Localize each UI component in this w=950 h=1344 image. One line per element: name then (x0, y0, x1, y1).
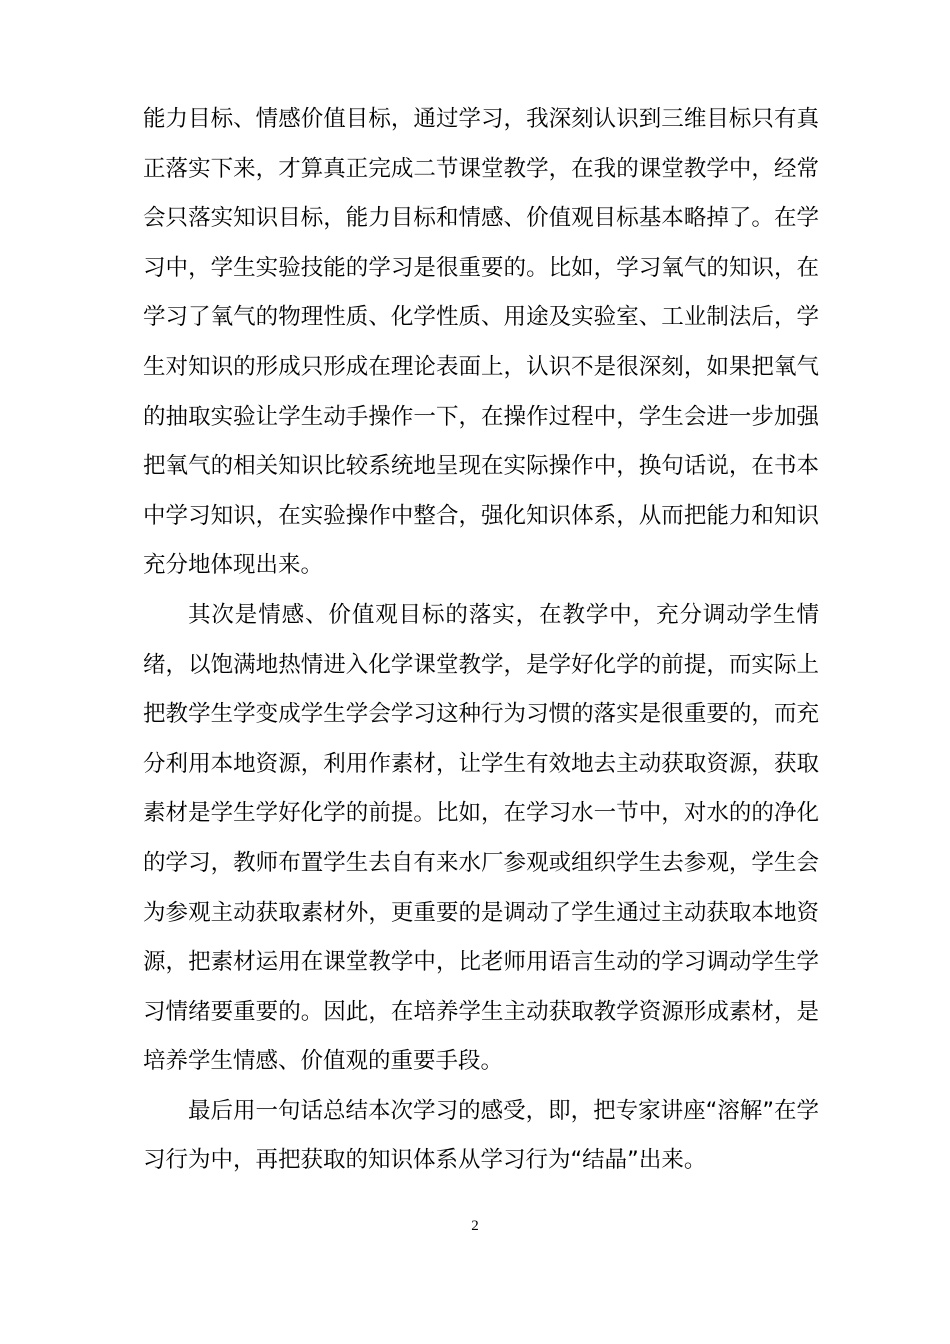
paragraph-2: 其次是情感、价值观目标的落实，在教学中，充分调动学生情绪，以饱满地热情进入化学课堂教学，是学好化学的前提，而实际上把教学生学变成学生学会学习这种行为习惯的落实是很重要的，而充分利用本地资源，利用作素材，让学生有效地去主动获取资源，获取素材是学生学好化学的前提。比如，在学习水一节中，对水的的净化的学习，教师布置学生去自有来水厂参观或组织学生去参观，学生会为参观主动获取素材外，更重要的是调动了学生通过主动获取本地资源，把素材运用在课堂教学中，比老师用语言生动的学习调动学生学习情绪要重要的。因此，在培养学生主动获取教学资源形成素材，是培养学生情感、价值观的重要手段。 (143, 601, 819, 1075)
document-body (143, 95, 819, 1186)
paragraph-1: 能力目标、情感价值目标，通过学习，我深刻认识到三维目标只有真正落实下来，才算真正完成二节课堂教学，在我的课堂教学中，经常会只落实知识目标，能力目标和情感、价值观目标基本略掉了。在学习中，学生实验技能的学习是很重要的。比如，学习氧气的知识，在学习了氧气的物理性质、化学性质、用途及实验室、工业制法后，学生对知识的形成只形成在理论表面上，认识不是很深刻，如果把氧气的抽取实验让学生动手操作一下，在操作过程中，学生会进一步加强把氧气的相关知识比较系统地呈现在实际操作中，换句话说，在书本中学习知识，在实验操作中整合，强化知识体系，从而把能力和知识充分地体现出来。 (143, 106, 819, 579)
paragraph-3: 最后用一句话总结本次学习的感受，即，把专家讲座“溶解”在学习行为中，再把获取的知识体系从学习行为“结晶”出来。 (143, 1097, 819, 1174)
page-number: 2 (471, 1218, 479, 1234)
